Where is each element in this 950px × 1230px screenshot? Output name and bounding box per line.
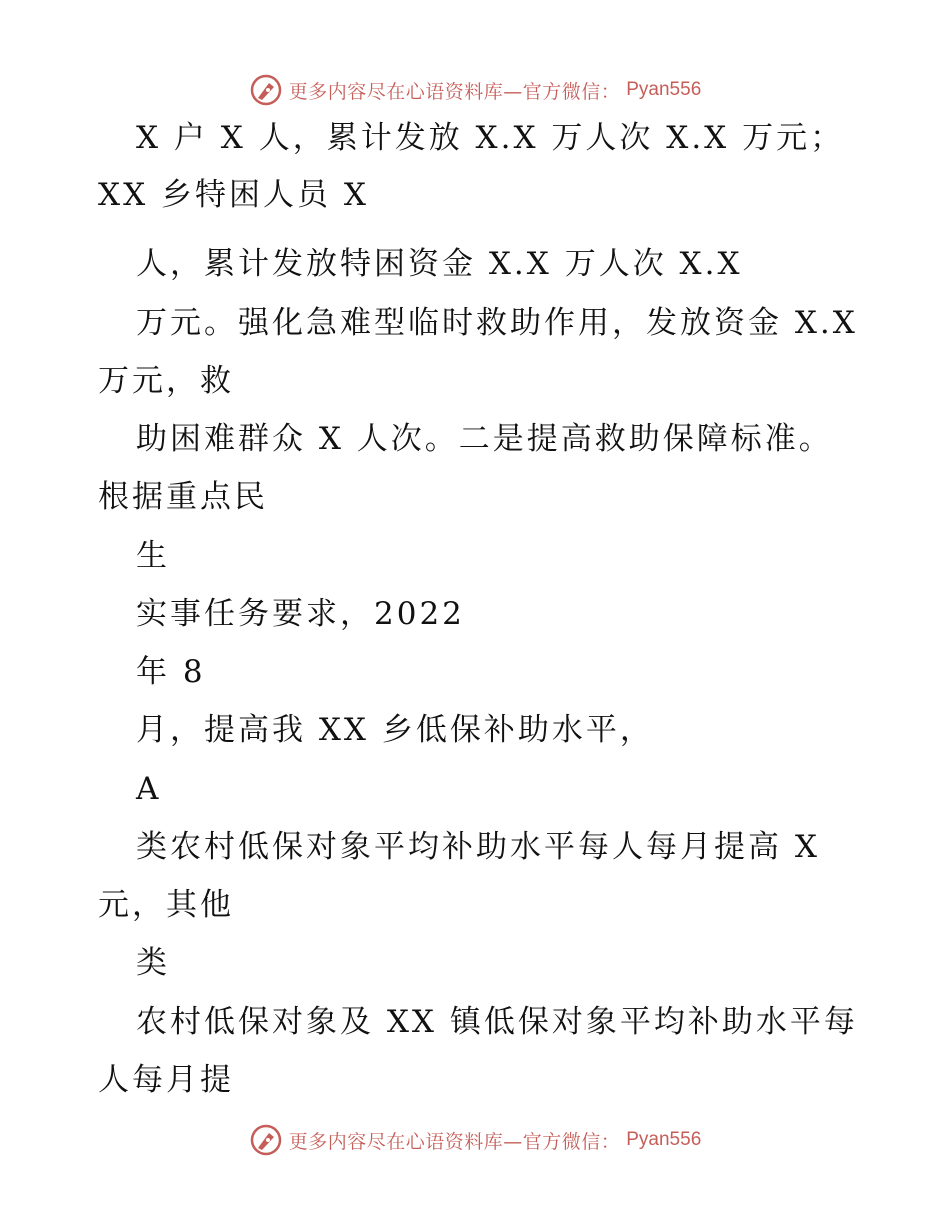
text-line: 实事任务要求，2022 xyxy=(136,596,465,632)
watermark-text: 更多内容尽在心语资料库—官方微信： xyxy=(288,80,621,103)
pen-nib-logo-icon xyxy=(249,1123,283,1157)
text-line: X 户 X 人，累计发放 X.X 万人次 X.X 万元； xyxy=(136,120,845,156)
watermark-account: Pyan556 xyxy=(626,1129,702,1150)
text-line: 元，其他 xyxy=(98,887,234,923)
text-line: 万元，救 xyxy=(98,363,234,399)
text-line: XX 乡特困人员 X xyxy=(98,177,369,213)
text-line: 人每月提 xyxy=(98,1062,234,1098)
text-line: 类农村低保对象平均补助水平每人每月提高 X xyxy=(136,829,820,865)
watermark-text: 更多内容尽在心语资料库—官方微信： xyxy=(288,1130,621,1153)
text-line: 生 xyxy=(136,538,170,574)
watermark-account: Pyan556 xyxy=(626,79,702,100)
text-line: 农村低保对象及 XX 镇低保对象平均补助水平每 xyxy=(136,1004,858,1040)
header-watermark xyxy=(0,70,950,110)
text-line: A xyxy=(136,771,162,807)
text-line: 万元。强化急难型临时救助作用，发放资金 X.X xyxy=(136,305,858,341)
text-line: 助困难群众 X 人次。二是提高救助保障标准。 xyxy=(136,421,833,457)
footer-watermark xyxy=(0,1120,950,1160)
text-line: 年 8 xyxy=(136,654,206,690)
text-line: 根据重点民 xyxy=(98,479,268,515)
pen-nib-logo-icon xyxy=(249,73,283,107)
text-line: 人，累计发放特困资金 X.X 万人次 X.X xyxy=(136,246,743,282)
text-line: 类 xyxy=(136,945,170,981)
text-line: 月，提高我 XX 乡低保补助水平， xyxy=(136,712,654,748)
